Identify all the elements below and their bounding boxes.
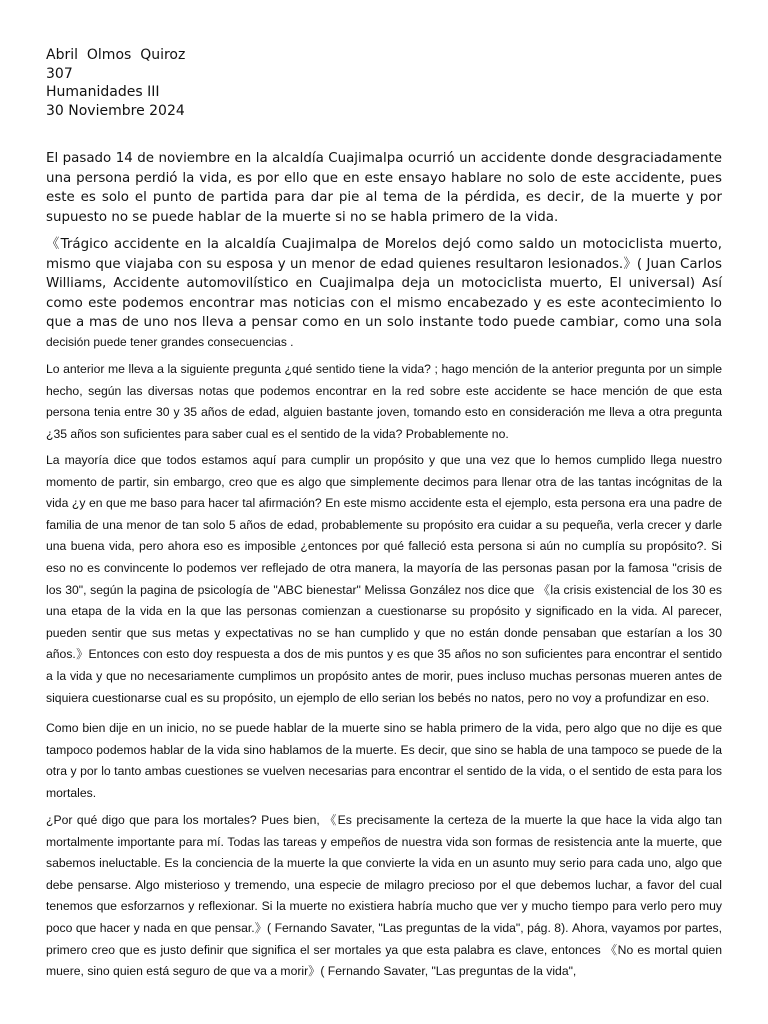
paragraph-news-quote [46,235,722,352]
paragraph-life-death: Como bien dije en un inicio, no se puede hablar de la muerte sino se habla primero de la vida, pero algo que no dije es que tampoco podemos hablar de la vida sino hablamos de la muerte. Es decir, que sino se habla de una tampoco se puede de la otra y por lo tanto ambas cuestiones se vuelven necesarias para encontrar el sentido de la vida, o el sentido de esta para los mortales. [46,721,722,800]
paragraph-intro: El pasado 14 de noviembre en la alcaldía Cuajimalpa ocurrió un accidente donde desgraciadamente una persona perdió la vida, es por ello que en este ensayo hablare no solo de este accidente, pues este es solo el punto de partida para dar pie al tema de la pérdida, es decir, de la muerte y por supuesto no se puede hablar de la muerte si no se habla primero de la vida. [46,151,722,225]
document-header [46,46,185,120]
paragraph-news-quote-main: 《Trágico accidente en la alcaldía Cuajimalpa de Morelos dejó como saldo un motociclista muerto, mismo que viajaba con su esposa y un menor de edad quienes resultaron lesionados.》( Juan Carlos Williams, Accidente automovilístico en Cuajimalpa deja un motociclista muerto, El universal) Así como este podemos encontrar mas noticias con el mismo encabezado y es este acontecimiento lo que a mas de uno nos lleva a pensar como en un solo instante todo puede cambiar, como una sola [46,237,722,330]
paragraph-mortals: ¿Por qué digo que para los mortales? Pues bien, 《Es precisamente la certeza de la muerte la que hace la vida algo tan mortalmente importante para mí. Todas las tareas y empeños de nuestra vida son formas de resistencia ante la muerte, que sabemos ineluctable. Es la conciencia de la muerte la que convierte la vida en un asunto muy serio para cada uno, algo que debe pensarse. Algo misterioso y tremendo, una especie de milagro precioso por el que debemos luchar, a favor del cual tenemos que esforzarnos y reflexionar. Si la muerte no existiera habría mucho que ver y mucho tiempo para verlo pero muy poco que hacer y nada en que pensar.》( Fernando Savater, "Las preguntas de la vida", pág. 8). Ahora, vayamos por partes, primero creo que es justo definir que significa el ser mortales ya que esta palabra es clave, entonces 《No es mortal quien muere, sino quien está seguro de que va a morir》( Fernando Savater, "Las preguntas de la vida", [46,813,722,979]
group-number: 307 [46,65,73,82]
paragraph-news-quote-tail: decisión puede tener grandes consecuencias . [46,334,294,349]
author-name: Abril Olmos Quiroz [46,47,186,63]
paragraph-question: Lo anterior me lleva a la siguiente pregunta ¿qué sentido tiene la vida? ; hago mención de la anterior pregunta por un simple hecho, según las diversas notas que podemos encontrar en la red sobre este accidente se hace mención de que esta persona tenia entre 30 y 35 años de edad, alguien bastante joven, tomando esto en consideración me lleva a otra pregunta ¿35 años son suficientes para saber cual es el sentido de la vida? Probablemente no. [46,362,722,441]
paragraph-purpose: La mayoría dice que todos estamos aquí para cumplir un propósito y que una vez que lo hemos cumplido llega nuestro momento de partir, sin embargo, creo que es algo que simplemente decimos para llenar otra de las tantas incógnitas de la vida ¿y en que me baso para hacer tal afirmación? En este mismo accidente esta el ejemplo, esta persona era una padre de familia de una menor de tan solo 5 años de edad, probablemente su propósito era cuidar a su pequeña, verla crecer y darle una buena vida, pero ahora eso es imposible ¿entonces por qué falleció esta persona si aún no cumplía su propósito?. Si eso no es convincente lo podemos ver reflejado de otra manera, la mayoría de las personas pasan por la famosa "crisis de los 30", según la pagina de psicología de "ABC bienestar" Melissa González nos dice que 《la crisis existencial de los 30 es una etapa de la vida en la que las personas comienzan a cuestionarse su propósito y significado en la vida. Al parecer, pueden sentir que sus metas y expectativas no se han cumplido y que no están donde pensaban que estarían a los 30 años.》Entonces con esto doy respuesta a dos de mis puntos y es que 35 años no son suficientes para encontrar el sentido a la vida y que no necesariamente cumplimos un propósito antes de morir, pues incluso muchas personas mueren antes de siquiera cuestionarse cual es su propósito, un ejemplo de ello serian los bebés no natos, pero no voy a profundizar en eso. [46,453,722,705]
subject-name: Humanidades III [46,84,160,100]
document-date: 30 Noviembre 2024 [46,102,185,119]
